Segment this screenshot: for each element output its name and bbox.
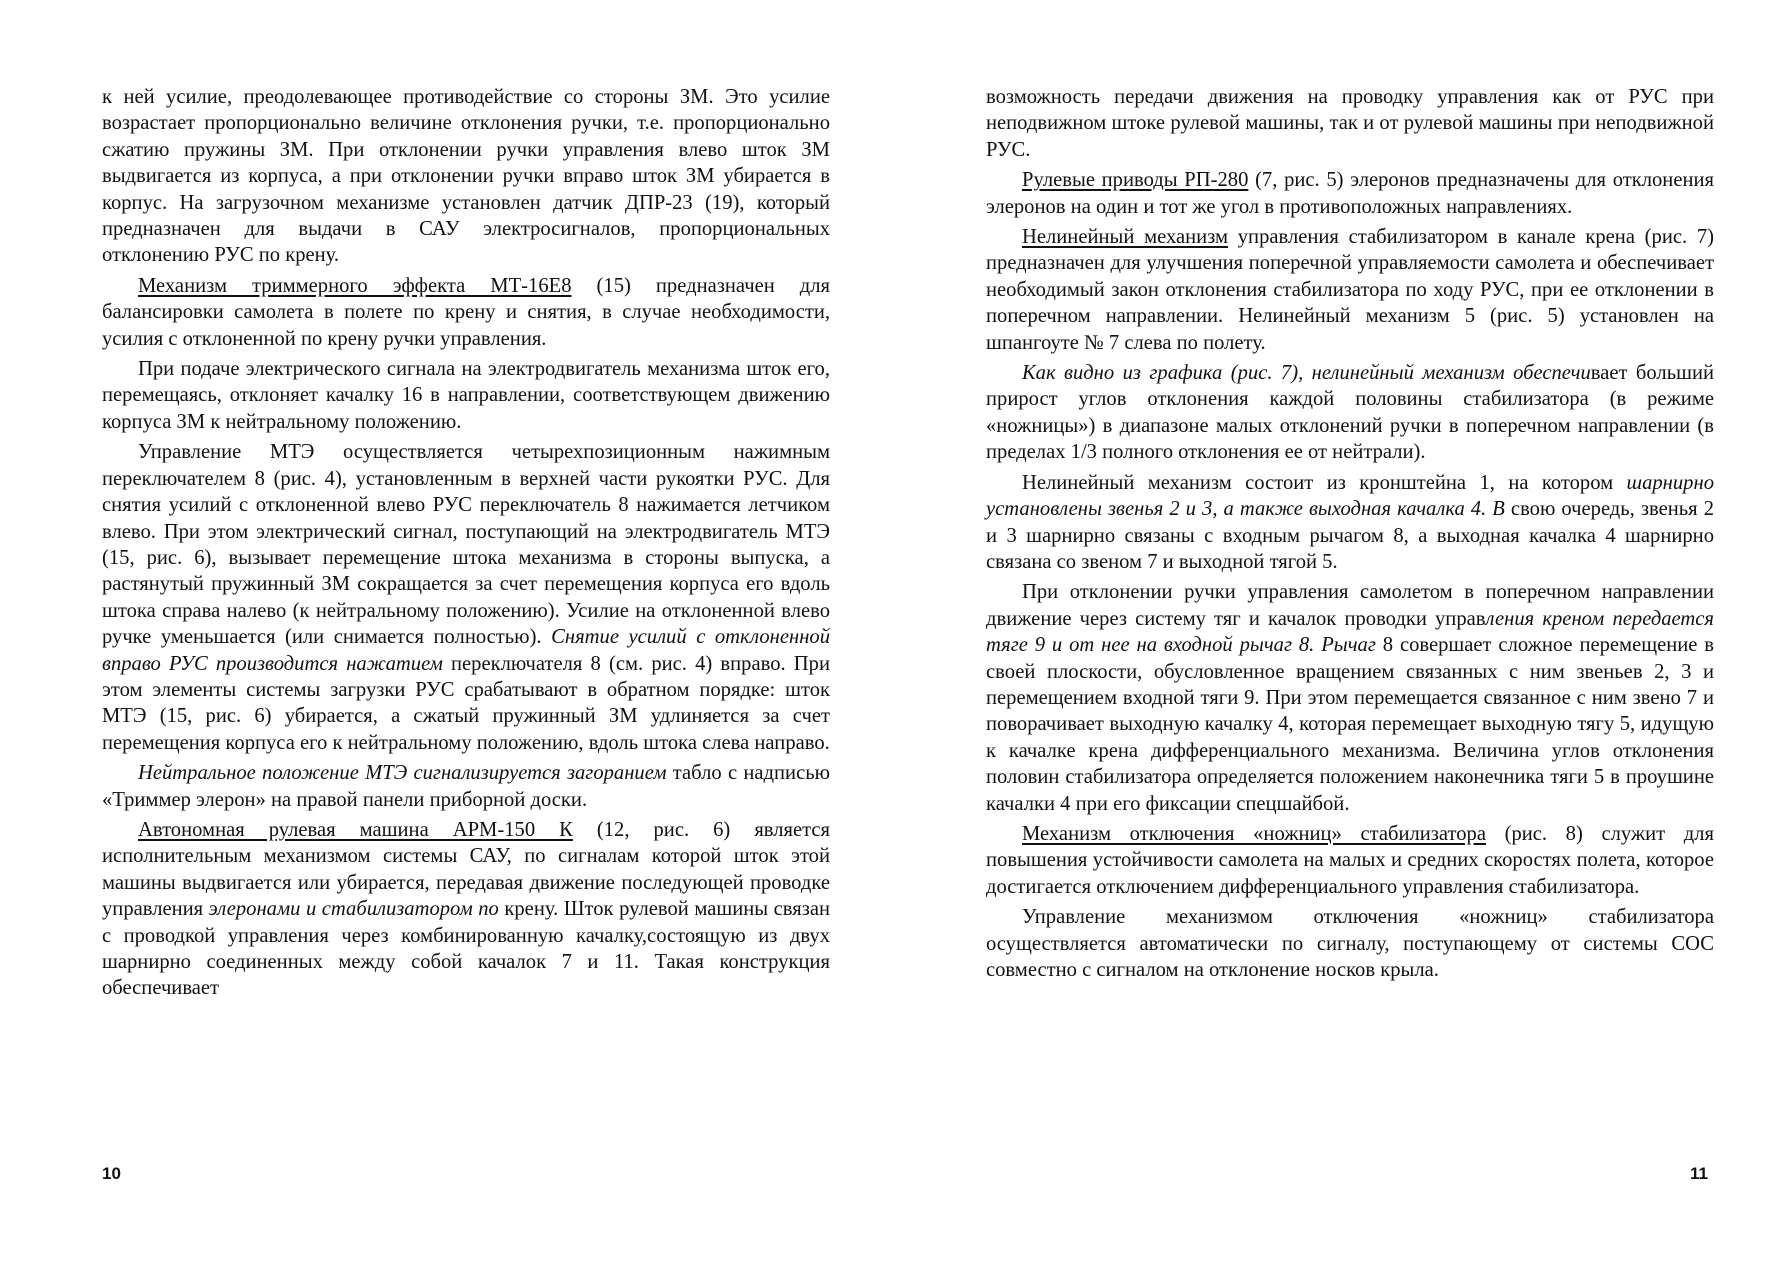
paragraph-text: переключателя 8 (см. рис. 4) вправо. При этом элементы системы загрузки РУС срабатывают в обратном порядке: шток МТЭ (15, рис. 6) убирается, а сжатый пружинный ЗМ удлиняется за счет перемещения корпуса его к нейтральному положению, вдоль штока слева направо. — [102, 652, 830, 754]
page-number-left: 10 — [102, 1164, 121, 1183]
paragraph-text: (7, рис. 5) элеронов предназначены для отклонения элеронов на один и тот же угол в противоположных направлениях. — [986, 169, 1714, 218]
paragraph-text: управления стабилизатором в канале крена (рис. 7) предназначен для улучшения поперечной управляемости самолета и обеспечивает необходимый закон отклонения стабилизатора по ходу РУС, при ее отклонении в поперечном направлении. Нелинейный механизм 5 (рис. 5) установлен на шпангоуте № 7 слева по полету. — [986, 226, 1714, 354]
italic-text: ления креном передается тяге 9 и от нее на входной рычаг 8. Рычаг — [986, 607, 1714, 657]
paragraph-text: (12, рис. 6) является исполнительным механизмом системы САУ, по сигналам которой шток этой машины выдвигается или убирается, передавая движение последующей проводке управления — [102, 818, 830, 921]
paragraph: к ней усилие, преодолевающее противодействие со стороны ЗМ. Это усилие возрастает пропорционально величине отклонения ручки, т.е. пропорционально сжатию пружины ЗМ. При отклонении ручки управления влево шток ЗМ выдвигается из корпуса, а при отклонении ручки вправо шток ЗМ убирается в корпус. На загрузочном механизме установлен датчик ДПР-23 (19), который предназначен для выдачи в САУ электросигналов, пропорциональных отклонению РУС по крену. — [102, 86, 830, 267]
underlined-term: Нелинейный механизм — [1022, 226, 1229, 249]
italic-text: элеронами и стабилизатором по — [208, 898, 499, 921]
italic-text: шарнирно установлены звенья 2 и 3, а также выходная качалка 4. В — [986, 471, 1714, 521]
italic-text: Как видно из графика (рис. 7), нелинейный механизм обеспечи — [1022, 362, 1591, 385]
underlined-term: Автономная рулевая машина АРМ-150 К — [138, 818, 573, 841]
paragraph: Управление механизмом отключения «ножниц» стабилизатора осуществляется автоматически по сигналу, поступающему от системы СОС совместно с сигналом на отклонение носков крыла. — [986, 906, 1714, 981]
paragraph: При подаче электрического сигнала на электродвигатель механизма шток его, перемещаясь, отклоняет качалку 16 в направлении, соответствующем движению корпуса ЗМ к нейтральному положению. — [102, 358, 830, 433]
paragraph-text: 8 совершает сложное перемещение в своей плоскости, обусловленное вращением связанных с ним звеньев 2, 3 и перемещением входной тяги 9. При этом перемещается связанное с ним звено 7 и поворачивает выходную качалку 4, которая перемещает выходную тягу 5, идущую к качалке крена дифференциального механизма. Величина углов отклонения половин стабилизатора определяется положением наконечника тяги 5 в проушине качалки 4 при его фиксации спецшайбой. — [986, 634, 1714, 815]
paragraph-text: свою очередь, звенья 2 и 3 шарнирно связаны с входным рычагом 8, а выходная качалка 4 шарнирно связана со звеном 7 и выходной тягой 5. — [986, 498, 1714, 573]
paragraph: возможность передачи движения на проводку управления как от РУС при неподвижном штоке рулевой машины, так и от рулевой машины при неподвижной РУС. — [986, 86, 1714, 161]
paragraph — [986, 470, 1714, 576]
paragraph — [986, 579, 1714, 817]
paragraph — [102, 760, 830, 813]
paragraph-text: (рис. 8) служит для повышения устойчивости самолета на малых и средних скоростях полета, которое достигается отключением дифференциального управления стабилизатора. — [986, 822, 1714, 898]
paragraph — [986, 224, 1714, 356]
paragraph-text: Нелинейный механизм состоит из кронштейна 1, на котором — [1022, 471, 1627, 494]
paragraph — [102, 439, 830, 756]
paragraph — [986, 821, 1714, 900]
underlined-term: Механизм триммерного эффекта МТ-16Е8 — [138, 274, 572, 297]
paragraph-text: При отклонении ручки управления самолетом в поперечном направлении движение через систему тяг и качалок проводки управ — [986, 581, 1714, 630]
paragraph — [986, 167, 1714, 220]
paragraph-text: Управление МТЭ осуществляется четырехпозиционным нажимным переключателем 8 (рис. 4), установленным в верхней части рукоятки РУС. Для снятия усилий с отклоненной влево РУС переключатель 8 нажимается летчиком влево. При этом электрический сигнал, поступающий на электродвигатель МТЭ (15, рис. 6), вызывает перемещение штока механизма в стороны выпуска, а растянутый пружинный ЗМ сокращается за счет перемещения корпуса его вдоль штока справа налево (к нейтральному положению). Усилие на отклоненной влево ручке уменьшается (или снимается полностью). — [102, 441, 830, 649]
italic-text: Снятие усилий с отклоненной вправо РУС производится нажатием — [102, 626, 831, 675]
paragraph — [102, 817, 830, 1002]
paragraph — [102, 273, 830, 352]
paragraph-text: вает больший прирост углов отклонения каждой половины стабилизатора (в режиме «ножницы») в диапазоне малых отклонений ручки в поперечном направлении (в пределах 1/3 полного отклонения ее от нейтрали). — [986, 362, 1714, 464]
underlined-term: Механизм отключения «ножниц» стабилизатора — [1022, 822, 1486, 845]
italic-text: Нейтральное положение МТЭ сигнализируется загоранием — [138, 762, 667, 785]
page-number-right: 11 — [1690, 1164, 1708, 1183]
paragraph-text: крену. Шток рулевой машины связан с проводкой управления через комбинированную качалку,состоящую из двух шарнирно соединенных между собой качалок 7 и 11. Такая конструкция обеспечивает — [102, 898, 830, 1000]
paragraph-text: табло с надписью «Триммер элерон» на правой панели приборной доски. — [102, 762, 830, 811]
right-page — [986, 84, 1714, 987]
paragraph — [986, 360, 1714, 466]
underlined-term: Рулевые приводы РП-280 — [1022, 169, 1249, 192]
paragraph-text: (15) предназначен для балансировки самолета в полете по крену и снятия, в случае необходимости, усилия с отклоненной по крену ручки управления. — [102, 274, 830, 350]
left-page — [102, 84, 830, 1006]
